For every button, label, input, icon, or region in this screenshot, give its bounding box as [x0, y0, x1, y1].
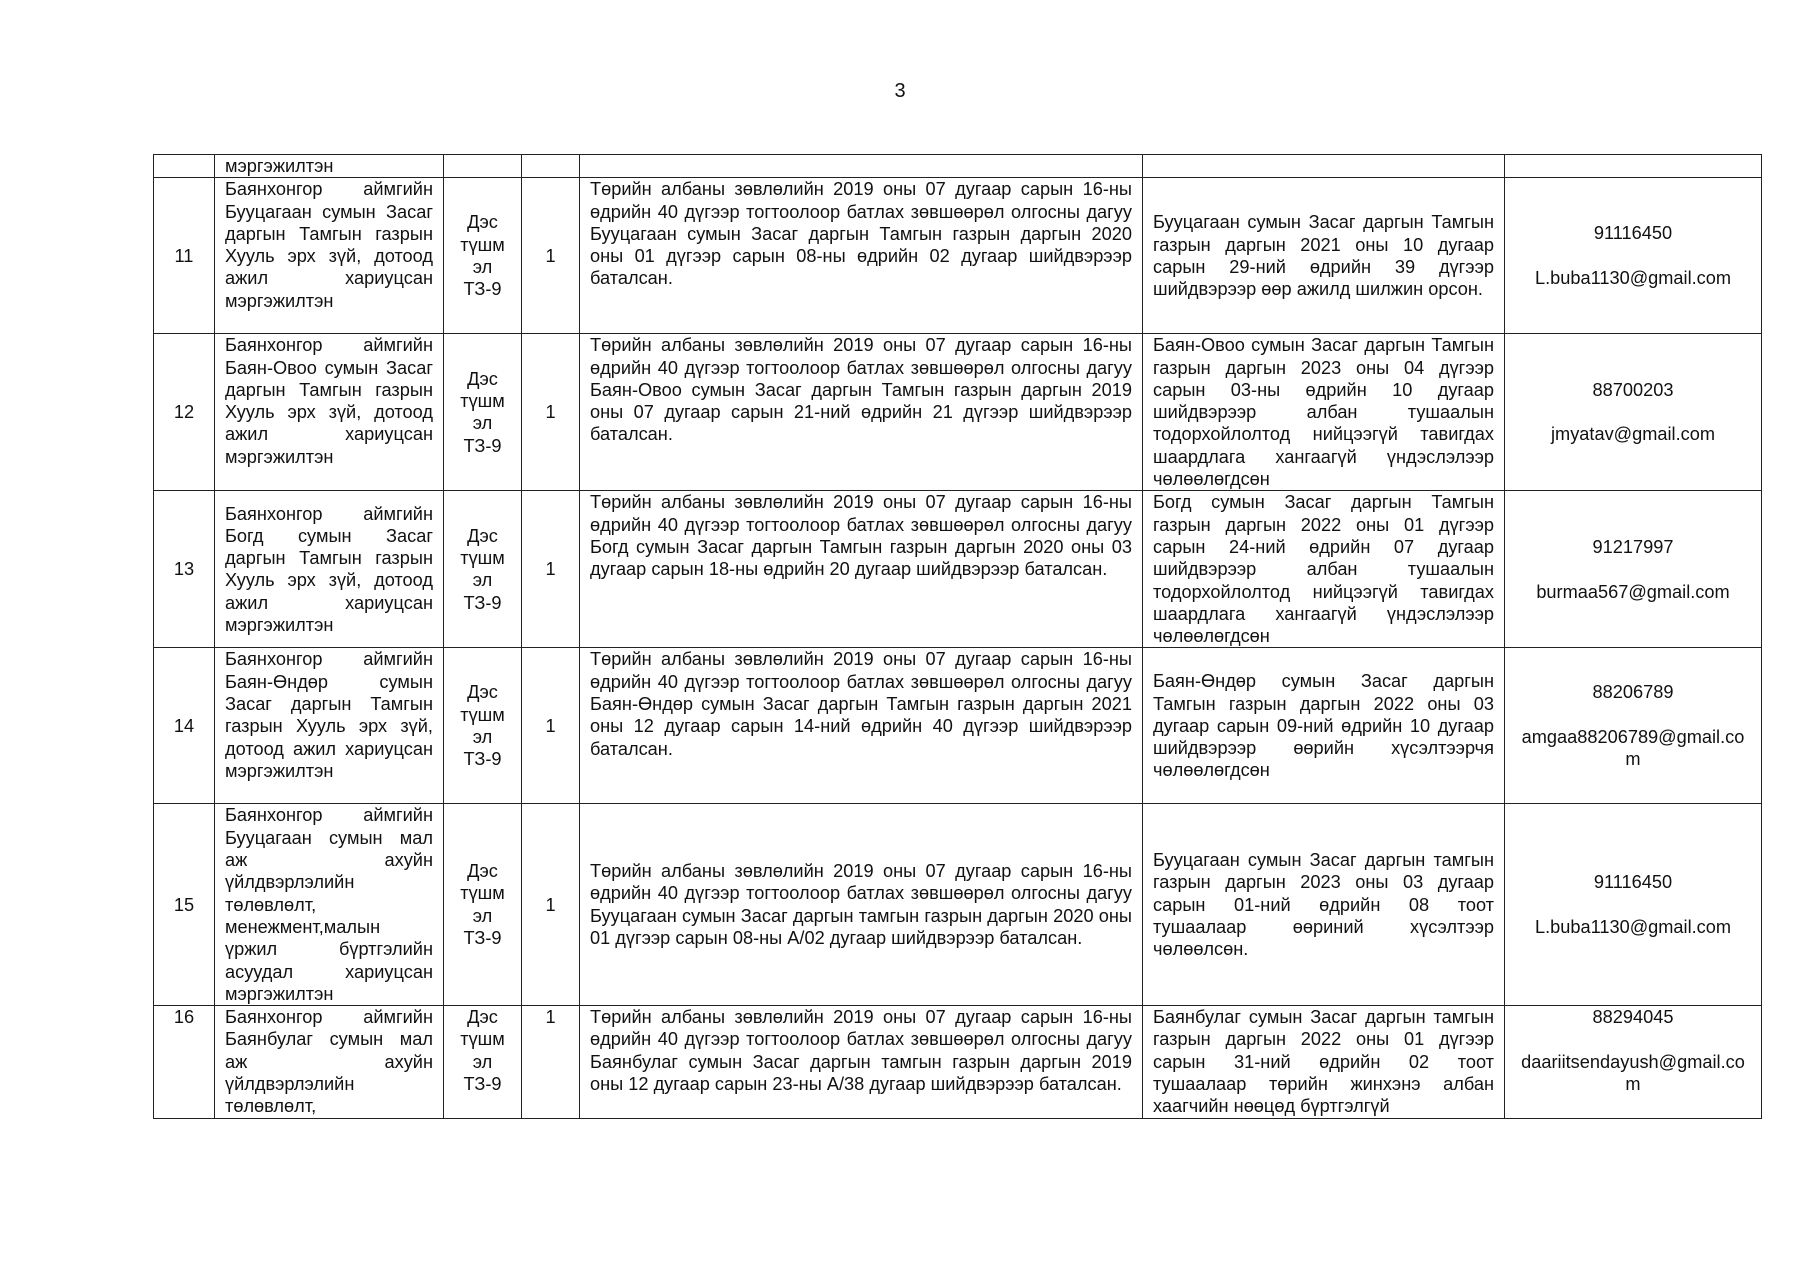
- position-rank-cell: Дэс түшм эл ТЗ-9: [444, 334, 522, 491]
- position-title-cell: Баянхонгор аймгийн Богд сумын Засаг даргын Тамгын газрын Хууль эрх зүй, дотоод ажил хариуцсан мэргэжилтэн: [215, 491, 444, 648]
- contact-cell: [1505, 1006, 1762, 1118]
- email-address: burmaa567@gmail.com: [1536, 581, 1730, 602]
- release-info-cell: Баянбулаг сумын Засаг даргын тамгын газрын даргын 2022 оны 01 дүгээр сарын 31-ний өдрийн 02 тоот тушаалаар төрийн жинхэнэ албан хаагчийн нөөцөд бүртгэлгүй: [1143, 1006, 1505, 1118]
- position-count-cell: 1: [522, 178, 580, 334]
- approval-decision-cell: Төрийн албаны зөвлөлийн 2019 оны 07 дугаар сарын 16-ны өдрийн 40 дүгээр тогтоолоор батлах зөвшөөрөл олгосны дагуу Баянбулаг сумын Засаг даргын тамгын газрын даргын 2019 оны 12 дугаар сарын 23-ны А/38 дугаар шийдвэрээр баталсан.: [580, 1006, 1143, 1118]
- table-row: [154, 178, 1762, 334]
- position-title-cell: Баянхонгор аймгийн Баян-Өндөр сумын Засаг даргын Тамгын газрын Хууль эрх зүй, дотоод ажил хариуцсан мэргэжилтэн: [215, 648, 444, 804]
- table-row: [154, 804, 1762, 1006]
- release-info-cell: Бууцагаан сумын Засаг даргын Тамгын газрын даргын 2021 оны 10 дугаар сарын 29-ний өдрийн 39 дүгээр шийдвэрээр өөр ажилд шилжин орсон.: [1143, 178, 1505, 334]
- phone-number: 88206789: [1592, 682, 1674, 703]
- position-count-cell: [522, 155, 580, 178]
- row-number-cell: 16: [154, 1006, 215, 1118]
- approval-decision-cell: Төрийн албаны зөвлөлийн 2019 оны 07 дугаар сарын 16-ны өдрийн 40 дүгээр тогтоолоор батлах зөвшөөрөл олгосны дагуу Баян-Овоо сумын Засаг даргын Тамгын газрын даргын 2019 оны 07 дугаар сарын 21-ний өдрийн 21 дүгээр шийдвэрээр баталсан.: [580, 334, 1143, 491]
- contact-cell: [1505, 491, 1762, 648]
- position-rank-cell: [444, 155, 522, 178]
- email-address: daariitsendayush@gmail.com: [1521, 1051, 1745, 1095]
- row-number-cell: 14: [154, 648, 215, 804]
- email-address: L.buba1130@gmail.com: [1534, 916, 1732, 937]
- position-count-cell: 1: [522, 491, 580, 648]
- position-rank-cell: Дэс түшм эл ТЗ-9: [444, 491, 522, 648]
- phone-number: 91116450: [1593, 223, 1673, 244]
- contact-cell: [1505, 178, 1762, 334]
- release-info-cell: Бууцагаан сумын Засаг даргын тамгын газрын даргын 2023 оны 03 дугаар сарын 01-ний өдрийн 08 тоот тушаалаар өөриний хүсэлтээр чөлөөлсөн.: [1143, 804, 1505, 1006]
- phone-number: 88294045: [1592, 1007, 1674, 1028]
- table-row: [154, 155, 1762, 178]
- table-row: [154, 1006, 1762, 1118]
- table-row: [154, 334, 1762, 491]
- row-number-cell: 13: [154, 491, 215, 648]
- position-title-cell: Баянхонгор аймгийн Бууцагаан сумын Засаг даргын Тамгын газрын Хууль эрх зүй, дотоод ажил хариуцсан мэргэжилтэн: [215, 178, 444, 334]
- phone-number: 91116450: [1593, 872, 1673, 893]
- approval-decision-cell: Төрийн албаны зөвлөлийн 2019 оны 07 дугаар сарын 16-ны өдрийн 40 дүгээр тогтоолоор батлах зөвшөөрөл олгосны дагуу Баян-Өндөр сумын Засаг даргын Тамгын газрын даргын 2021 оны 12 дугаар сарын 14-ний өдрийн 40 дүгээр шийдвэрээр баталсан.: [580, 648, 1143, 804]
- position-title-cell: Баянхонгор аймгийн Баян-Овоо сумын Засаг даргын Тамгын газрын Хууль эрх зүй, дотоод ажил хариуцсан мэргэжилтэн: [215, 334, 444, 491]
- position-title-cell: мэргэжилтэн: [215, 155, 444, 178]
- position-title-cell: Баянхонгор аймгийн Бууцагаан сумын мал аж ахуйн үйлдвэрлэлийн төлөвлөлт, менежмент,малын үржил бүртгэлийн асуудал хариуцсан мэргэжилтэн: [215, 804, 444, 1006]
- release-info-cell: Богд сумын Засаг даргын Тамгын газрын даргын 2022 оны 01 дүгээр сарын 24-ний өдрийн 07 дугаар шийдвэрээр албан тушаалын тодорхойлолтод нийцээгүй тавигдах шаардлага хангаагүй үндэслэлээр чөлөөлөгдсөн: [1143, 491, 1505, 648]
- row-number-cell: [154, 155, 215, 178]
- release-info-cell: Баян-Өндөр сумын Засаг даргын Тамгын газрын даргын 2022 оны 03 дугаар сарын 09-ний өдрийн 10 дугаар шийдвэрээр өөрийн хүсэлтээрчя чөлөөлөгдсөн: [1143, 648, 1505, 804]
- approval-decision-cell: Төрийн албаны зөвлөлийн 2019 оны 07 дугаар сарын 16-ны өдрийн 40 дүгээр тогтоолоор батлах зөвшөөрөл олгосны дагуу Бууцагаан сумын Засаг даргын тамгын газрын даргын 2020 оны 01 дүгээр сарын 08-ны А/02 дугаар шийдвэрээр баталсан.: [580, 804, 1143, 1006]
- approval-decision-cell: [580, 155, 1143, 178]
- approval-decision-cell: Төрийн албаны зөвлөлийн 2019 оны 07 дугаар сарын 16-ны өдрийн 40 дүгээр тогтоолоор батлах зөвшөөрөл олгосны дагуу Бууцагаан сумын Засаг даргын Тамгын газрын даргын 2020 оны 01 дүгээр сарын 08-ны өдрийн 02 дугаар шийдвэрээр баталсан.: [580, 178, 1143, 334]
- email-address: L.buba1130@gmail.com: [1534, 267, 1732, 288]
- positions-table: [153, 154, 1762, 1119]
- row-number-cell: 11: [154, 178, 215, 334]
- contact-cell: [1505, 804, 1762, 1006]
- position-count-cell: 1: [522, 334, 580, 491]
- position-rank-cell: Дэс түшм эл ТЗ-9: [444, 804, 522, 1006]
- phone-number: 91217997: [1592, 536, 1674, 557]
- position-title-cell: Баянхонгор аймгийн Баянбулаг сумын мал аж ахуйн үйлдвэрлэлийн төлөвлөлт,: [215, 1006, 444, 1118]
- release-info-cell: Баян-Овоо сумын Засаг даргын Тамгын газрын даргын 2023 оны 04 дүгээр сарын 03-ны өдрийн 10 дугаар шийдвэрээр албан тушаалын тодорхойлолтод нийцээгүй тавигдах шаардлага хангаагүй үндэслэлээр чөлөөлөгдсөн: [1143, 334, 1505, 491]
- position-rank-cell: Дэс түшм эл ТЗ-9: [444, 648, 522, 804]
- email-address: amgaa88206789@gmail.com: [1521, 726, 1745, 770]
- position-count-cell: 1: [522, 648, 580, 804]
- release-info-cell: [1143, 155, 1505, 178]
- page-number: 3: [894, 80, 906, 102]
- position-count-cell: 1: [522, 804, 580, 1006]
- email-address: jmyatav@gmail.com: [1551, 424, 1715, 445]
- contact-cell: [1505, 334, 1762, 491]
- position-count-cell: 1: [522, 1006, 580, 1118]
- phone-number: 88700203: [1592, 379, 1674, 400]
- table-row: [154, 491, 1762, 648]
- position-rank-cell: Дэс түшм эл ТЗ-9: [444, 178, 522, 334]
- row-number-cell: 15: [154, 804, 215, 1006]
- contact-cell: [1505, 155, 1762, 178]
- table-row: [154, 648, 1762, 804]
- approval-decision-cell: Төрийн албаны зөвлөлийн 2019 оны 07 дугаар сарын 16-ны өдрийн 40 дүгээр тогтоолоор батлах зөвшөөрөл олгосны дагуу Богд сумын Засаг даргын Тамгын газрын даргын 2020 оны 03 дугаар сарын 18-ны өдрийн 20 дугаар шийдвэрээр баталсан.: [580, 491, 1143, 648]
- position-rank-cell: Дэс түшм эл ТЗ-9: [444, 1006, 522, 1118]
- contact-cell: [1505, 648, 1762, 804]
- row-number-cell: 12: [154, 334, 215, 491]
